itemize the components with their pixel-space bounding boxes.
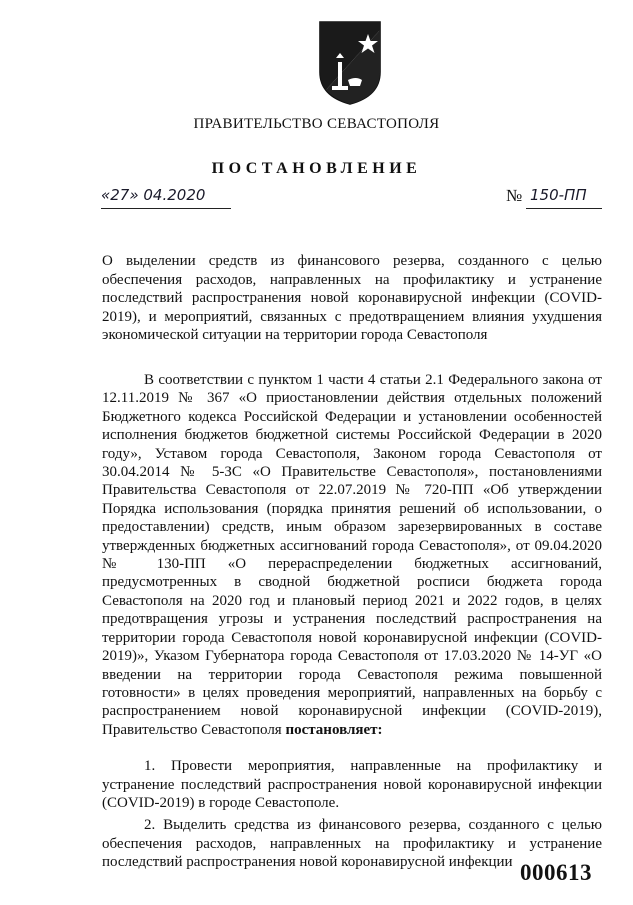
number-handwritten: 150-ПП bbox=[530, 186, 587, 204]
document-type-title: ПОСТАНОВЛЕНИЕ bbox=[211, 160, 422, 177]
decree-subject: О выделении средств из финансового резерва, созданного с целью обеспечения расходов, направленных на профилактику и устранение последствий распространения новой коронавирусной инфекции (COVID-2019), и мероприятий, связанных с предотвращением влияния ухудшения экономической ситуации на территории города Севастополя bbox=[102, 253, 602, 343]
preamble-paragraph bbox=[102, 371, 602, 739]
coat-of-arms-graphic bbox=[318, 20, 382, 106]
date-handwritten: «27» 04.2020 bbox=[101, 186, 206, 204]
number-sign: № bbox=[506, 186, 523, 205]
decree-body bbox=[102, 371, 602, 872]
preamble-resolution: постановляет: bbox=[285, 721, 383, 738]
date-field bbox=[101, 186, 231, 209]
coat-of-arms-icon bbox=[318, 20, 382, 106]
clause-1: 1. Провести мероприятия, направленные на профилактику и устранение последствий распространения новой коронавирусной инфекции (COVID-2019) в городе Севастополе. bbox=[102, 758, 602, 811]
clause-2: 2. Выделить средства из финансового резерва, созданного с целью обеспечения расходов, направленных на профилактику и устранение последствий распространения новой коронавирусной инфекции bbox=[102, 817, 602, 871]
serial-number: 000613 bbox=[520, 860, 592, 885]
number-line bbox=[526, 186, 602, 209]
government-name: ПРАВИТЕЛЬСТВО СЕВАСТОПОЛЯ bbox=[193, 116, 440, 132]
number-field bbox=[506, 186, 606, 208]
preamble-text: В соответствии с пунктом 1 части 4 статьи 2.1 Федерального закона от 12.11.2019 № 367 «О приостановлении действия отдельных положений Бюджетного кодекса Российской Федерации и установлении особенностей исполнения бюджетов бюджетной системы Российской Федерации в 2020 году», Уставом города Севастополя, Законом города Севастополя от 30.04.2014 № 5-ЗС «О Правительстве Севастополя», постановлениями Правительства Севастополя от 22.07.2019 № 720-ПП «Об утверждении Порядка использования (порядка принятия решений об использовании, о предоставлении) средств, иным образом зарезервированных в составе утвержденных бюджетных ассигнований города Севастополя», от 09.04.2020 № 130-ПП «О перераспределении бюджетных ассигнований, предусмотренных в сводной бюджетной росписи бюджета города Севастополя на 2020 год и плановый период 2021 и 2022 годов, в целях предотвращения угрозы и устранения последствий распространения на территории города Севастополя новой коронавирусной инфекции (COVID-2019)», Указом Губернатора города Севастополя от 17.03.2020 № 14-УГ «О введении на территории города Севастополя режима повышенной готовности» в целях проведения мероприятий, направленных на борьбу с распространением новой коронавирусной инфекции (COVID-2019), Правительство Севастополя bbox=[102, 372, 602, 738]
